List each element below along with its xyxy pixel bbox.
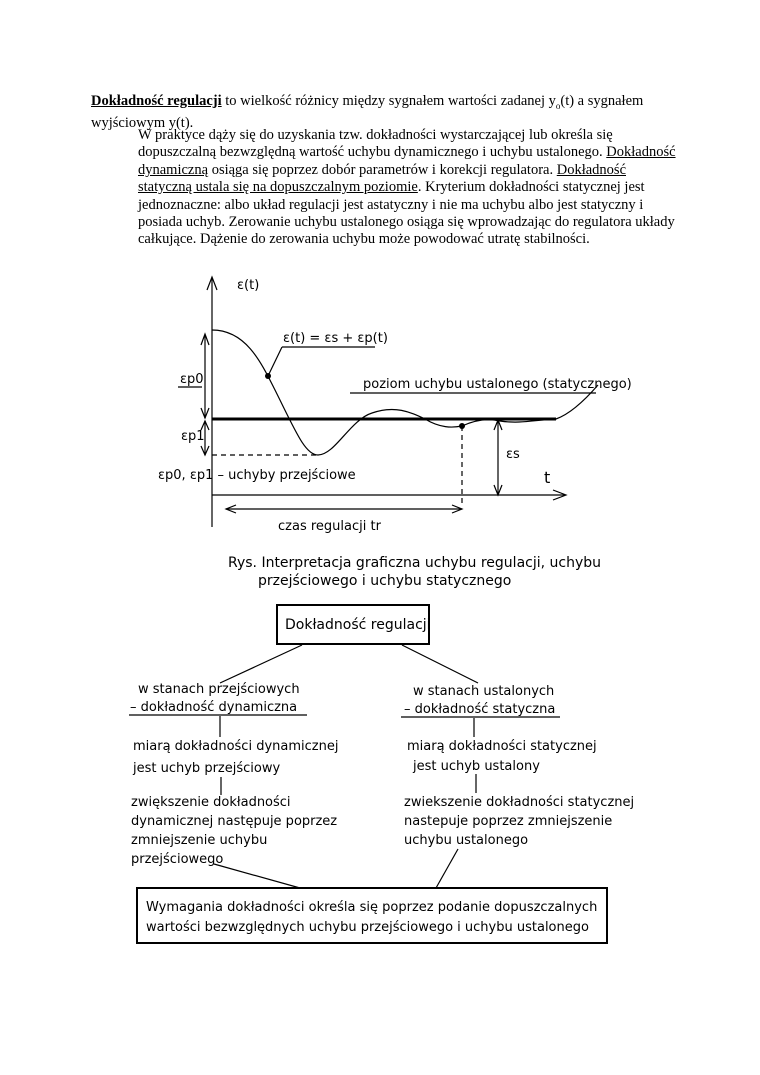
left-measure-1: miarą dokładności dynamicznej [133, 739, 339, 754]
intro-term: Dokładność regulacji [91, 93, 222, 109]
right-measure-1: miarą dokładności statycznej [407, 739, 597, 754]
transient-note: εp0, εp1 – uchyby przejściowe [158, 468, 356, 483]
body-sentence-3: . Kryterium dokładności statycznej jest jednoznaczne: albo układ regulacji jest astatyczny i nie ma uchybu albo jest statyczny i posiada uchyb. Zerowanie uchybu ustalonego osiąga się wprowadzając do regulatora układy całkujące. Dążenie do zerowania uchybu może powodować utratę stabilności. [138, 179, 675, 248]
left-title-2: – dokładność dynamiczna [130, 700, 298, 715]
right-measure-2: jest uchyb ustalony [413, 759, 540, 774]
right-to-bottom [436, 849, 458, 888]
body-dynamic-term: Dokładność dynamiczną [138, 144, 676, 178]
settling-point [459, 423, 465, 429]
formula-point [265, 373, 271, 379]
right-title-2: – dokładność statyczna [404, 702, 556, 717]
body-sentence-1: W praktyce dąży się do uzyskania tzw. dokładności wystarczającej lub określa się dopuszczalną bezwzględną wartość uchybu dynamicznego i uchybu ustalonego. [138, 127, 613, 161]
body-sentence-2: osiąga się poprzez dobór parametrów i korekcji regulatora. [208, 161, 557, 178]
left-increase-4: przejściowego [131, 852, 224, 867]
right-increase-2: nastepuje poprzez zmniejszenie [404, 814, 613, 829]
caption-line-2: przejściowego i uchybu statycznego [258, 573, 512, 589]
intro-text-b: (t) a sygnałem wyjściowym y(t). [91, 93, 644, 131]
requirements-line-1: Wymagania dokładności określa się poprzez podanie dopuszczalnych [146, 900, 598, 915]
error-plot [178, 277, 598, 527]
caption-line-1: Rys. Interpretacja graficzna uchybu regulacji, uchybu [228, 555, 602, 571]
body-static-term: Dokładność statyczną ustala się na dopuszczalnym poziomie [138, 161, 626, 196]
left-increase-1: zwiększenie dokładności [131, 795, 291, 810]
root-label: Dokładność regulacji [285, 617, 431, 633]
steady-level-label: poziom uchybu ustalonego (statycznego) [363, 377, 632, 392]
root-to-left [220, 645, 302, 683]
eps-p1-label: εp1 [181, 429, 205, 444]
formula-label: ε(t) = εs + εp(t) [283, 331, 388, 346]
plot-labels [158, 278, 632, 589]
left-increase-2: dynamicznej następuje poprzez [131, 814, 338, 829]
left-to-bottom [214, 864, 300, 888]
right-increase-1: zwiekszenie dokładności statycznej [404, 795, 635, 810]
intro-subscript: o [555, 100, 561, 111]
right-title-1: w stanach ustalonych [413, 684, 555, 699]
formula-leader [268, 347, 282, 376]
intro-text-a: to wielkość różnicy między sygnałem wartości zadanej y [221, 93, 556, 109]
requirements-line-2: wartości bezwzględnych uchybu przejściowego i uchybu ustalonego [146, 920, 589, 935]
right-increase-3: uchybu ustalonego [404, 833, 529, 848]
regulation-time-label: czas regulacji tr [278, 519, 381, 534]
left-title-1: w stanach przejściowych [138, 682, 300, 697]
left-measure-2: jest uchyb przejściowy [133, 761, 281, 776]
root-to-right [402, 645, 478, 683]
eps-s-label: εs [506, 447, 520, 462]
left-increase-3: zmniejszenie uchybu [131, 833, 268, 848]
y-axis-label: ε(t) [237, 278, 260, 293]
x-axis-label: t [544, 468, 551, 487]
eps-p0-label: εp0 [180, 372, 204, 387]
